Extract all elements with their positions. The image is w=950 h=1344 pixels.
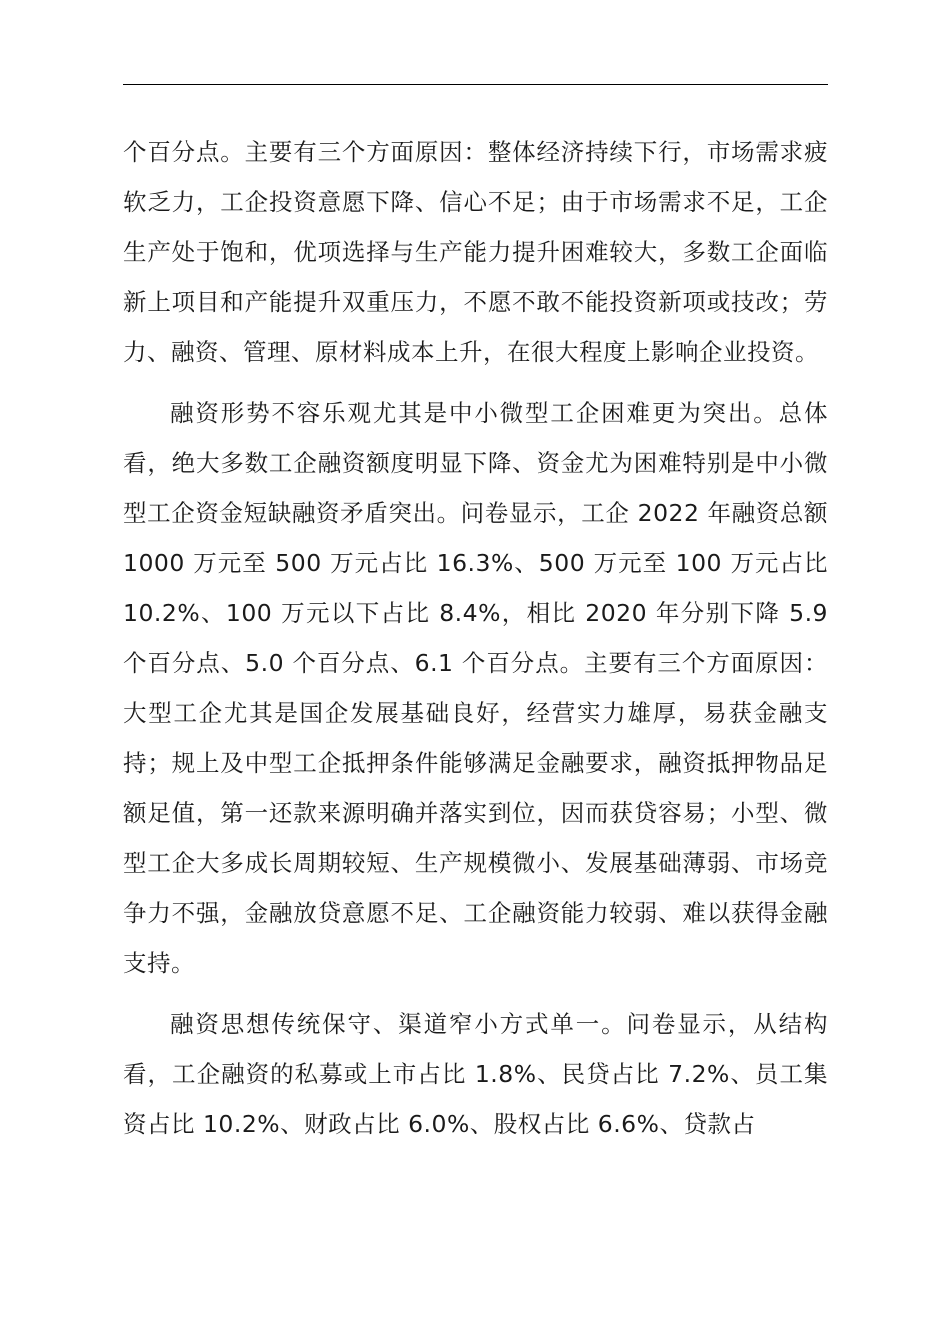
paragraph-financing-situation: 融资形势不容乐观尤其是中小微型工企困难更为突出。总体看，绝大多数工企融资额度明显下降、资金尤为困难特别是中小微型工企资金短缺融资矛盾突出。问卷显示，工企 2022 年融资总额 1000 万元至 500 万元占比 16.3%、500 万元至 100 万元占比 10.2%、100 万元以下占比 8.4%，相比 2020 年分别下降 5.9 个百分点、5.0 个百分点、6.1 个百分点。主要有三个方面原因：大型工企尤其是国企发展基础良好，经营实力雄厚，易获金融支持；规上及中型工企抵押条件能够满足金融要求，融资抵押物品足额足值，第一还款来源明确并落实到位，因而获贷容易；小型、微型工企大多成长周期较短、生产规模微小、发展基础薄弱、市场竞争力不强，金融放贷意愿不足、工企融资能力较弱、难以获得金融支持。 bbox=[123, 399, 828, 977]
document-body bbox=[123, 127, 828, 1149]
header-rule bbox=[123, 84, 828, 85]
paragraph-financing-channels: 融资思想传统保守、渠道窄小方式单一。问卷显示，从结构看，工企融资的私募或上市占比 1.8%、民贷占比 7.2%、员工集资占比 10.2%、财政占比 6.0%、股权占比 6.6%、贷款占 bbox=[123, 1010, 828, 1138]
paragraph-gap bbox=[123, 377, 828, 388]
paragraph-gap bbox=[123, 988, 828, 999]
paragraph-investment-reasons: 个百分点。主要有三个方面原因：整体经济持续下行，市场需求疲软乏力，工企投资意愿下降、信心不足；由于市场需求不足，工企生产处于饱和，优项选择与生产能力提升困难较大，多数工企面临新上项目和产能提升双重压力，不愿不敢不能投资新项或技改；劳力、融资、管理、原材料成本上升，在很大程度上影响企业投资。 bbox=[123, 138, 828, 366]
